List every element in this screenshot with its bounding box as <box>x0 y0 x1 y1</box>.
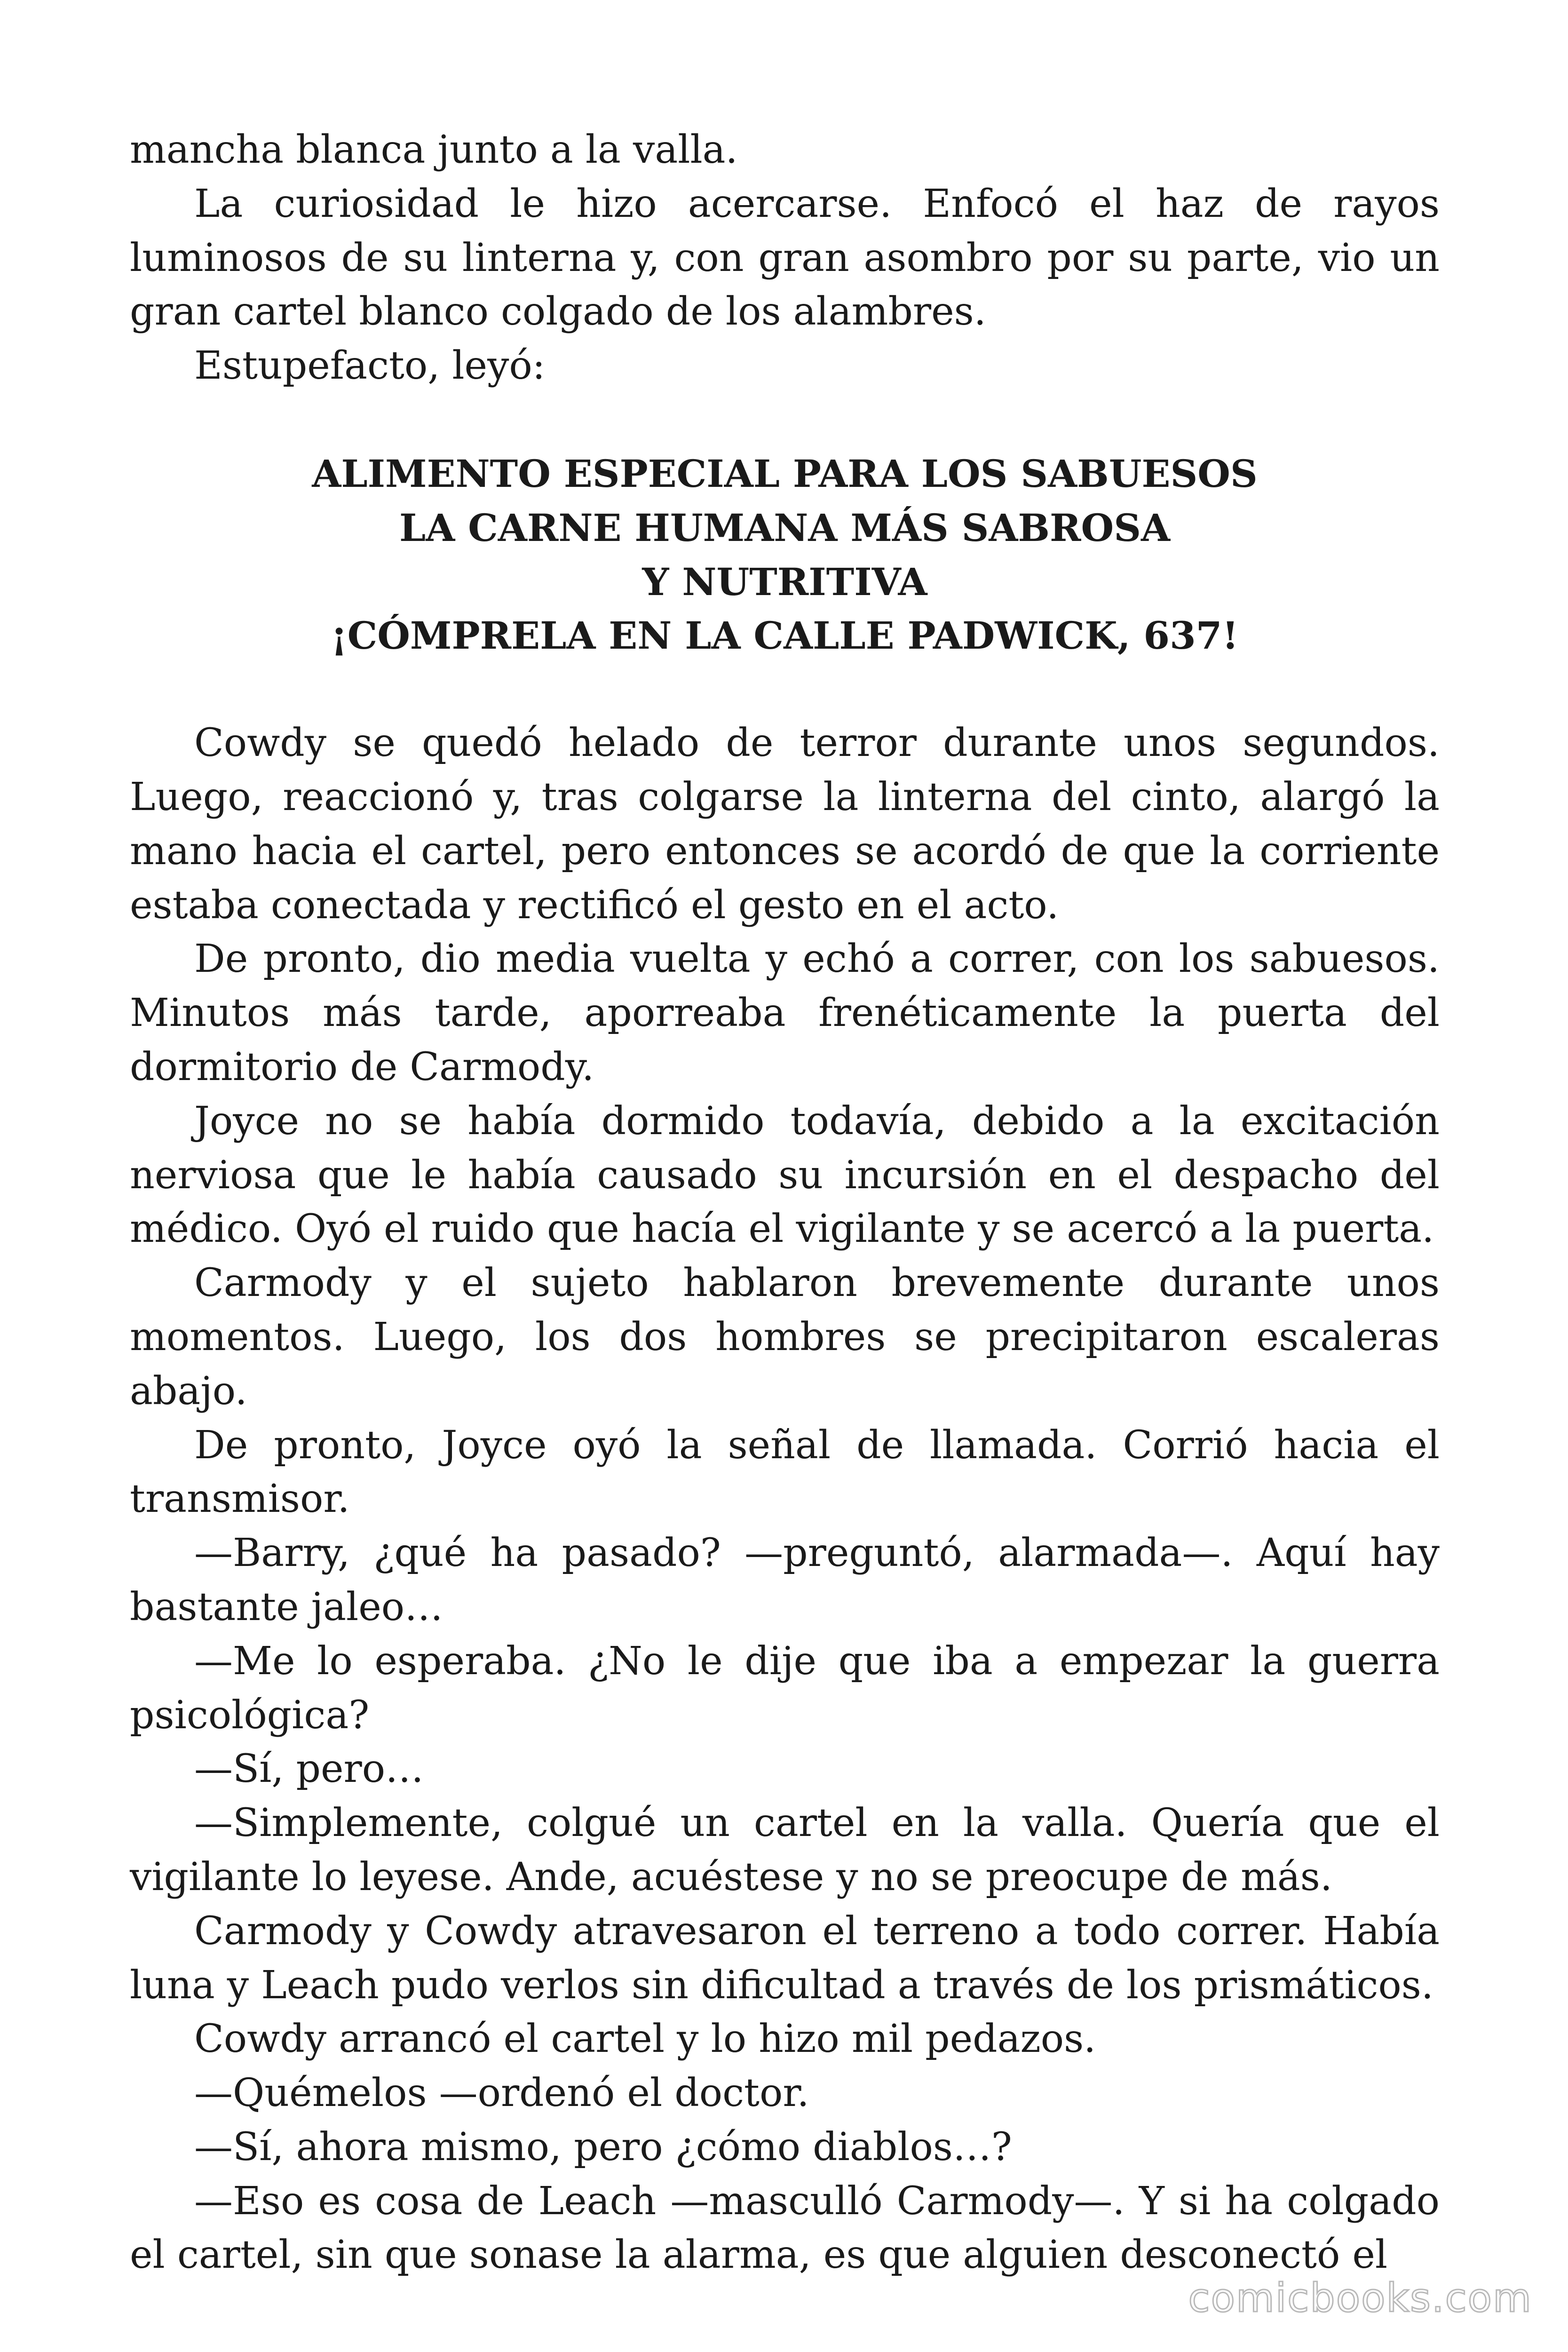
sign-line: LA CARNE HUMANA MÁS SABROSA <box>399 505 1171 550</box>
dialogue-line: —Quémelos —ordenó el doctor. <box>194 2071 809 2116</box>
watermark: comicbooks.com <box>1188 2275 1532 2321</box>
sign-line: Y NUTRITIVA <box>642 559 927 604</box>
dialogue-line: —Barry, ¿qué ha pasado? —preguntó, alarmada—. Aquí hay bastante jaleo… <box>130 1531 1440 1629</box>
dialogue-line: —Me lo esperaba. ¿No le dije que iba a empezar la guerra psicológica? <box>130 1638 1440 1738</box>
paragraph: De pronto, dio media vuelta y echó a correr, con los sabuesos. Minutos más tarde, aporreaba frenéticamente la puerta del dormitorio de Carmody. <box>130 937 1440 1089</box>
paragraph: Carmody y Cowdy atravesaron el terreno a todo correr. Había luna y Leach pudo verlos sin dificultad a través de los prismáticos. <box>130 1908 1440 2008</box>
dialogue-line: —Simplemente, colgué un cartel en la valla. Quería que el vigilante lo leyese. Ande, acuéstese y no se preocupe de más. <box>130 1801 1440 1899</box>
sign-text-block <box>130 393 1440 716</box>
dialogue-line: —Sí, ahora mismo, pero ¿cómo diablos…? <box>194 2124 1012 2169</box>
paragraph-continuation: mancha blanca junto a la valla. <box>130 127 738 172</box>
dialogue-line: —Eso es cosa de Leach —masculló Carmody—. Y si ha colgado el cartel, sin que sonase la alarma, es que alguien desconectó el <box>130 2178 1440 2278</box>
paragraph: De pronto, Joyce oyó la señal de llamada. Corrió hacia el transmisor. <box>130 1422 1440 1522</box>
dialogue-line: —Sí, pero… <box>194 1747 424 1792</box>
sign-line: ALIMENTO ESPECIAL PARA LOS SABUESOS <box>312 451 1258 496</box>
paragraph: Carmody y el sujeto hablaron brevemente durante unos momentos. Luego, los dos hombres se precipitaron escaleras abajo. <box>130 1261 1440 1414</box>
page-text <box>130 123 1440 2282</box>
paragraph: Joyce no se había dormido todavía, debido a la excitación nerviosa que le había causado su incursión en el despacho del médico. Oyó el ruido que hacía el vigilante y se acercó a la puerta. <box>130 1098 1440 1252</box>
paragraph: La curiosidad le hizo acercarse. Enfocó el haz de rayos luminosos de su linterna y, con gran asombro por su parte, vio un gran cartel blanco colgado de los alambres. <box>130 181 1440 334</box>
paragraph: Estupefacto, leyó: <box>194 343 546 389</box>
paragraph: Cowdy se quedó helado de terror durante unos segundos. Luego, reaccionó y, tras colgarse la linterna del cinto, alargó la mano hacia el cartel, pero entonces se acordó de que la corriente estaba conectada y rectificó el gesto en el acto. <box>130 721 1440 928</box>
sign-line: ¡CÓMPRELA EN LA CALLE PADWICK, 637! <box>331 613 1239 658</box>
paragraph: Cowdy arrancó el cartel y lo hizo mil pedazos. <box>194 2017 1096 2062</box>
